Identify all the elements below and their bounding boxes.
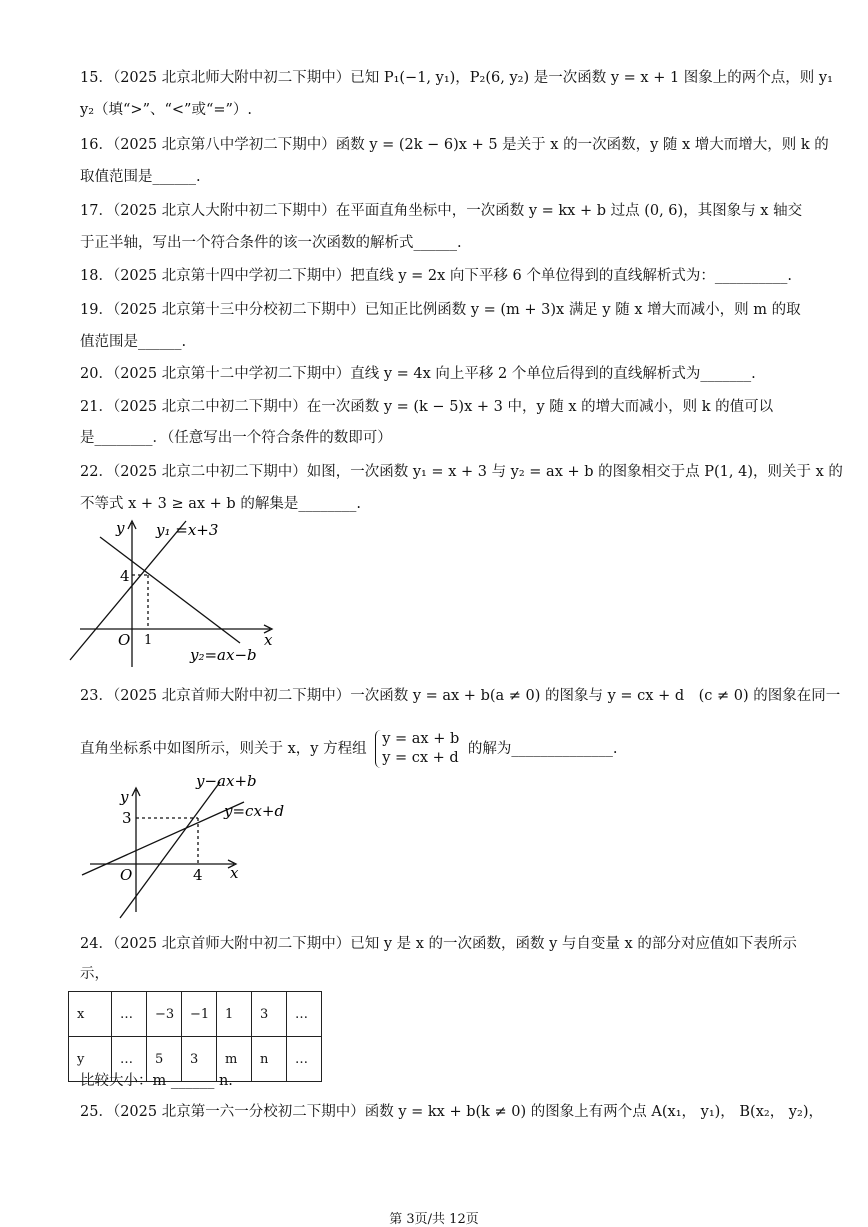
- page-footer: 第 3页/共 12页: [389, 1212, 479, 1227]
- q23-line2: [80, 730, 617, 768]
- table-cell: 5: [147, 1037, 182, 1082]
- q23-line2-post: 的解为______________.: [467, 741, 618, 757]
- fig23-line2-label: y=cx+d: [224, 802, 285, 820]
- table-cell: m: [217, 1037, 252, 1082]
- q19-line1: 19．（2025 北京第十三中分校初二下期中）已知正比例函数 y = (m + 3)x 满足 y 随 x 增大而减小，则 m 的取: [80, 302, 801, 318]
- table-cell: 1: [217, 992, 252, 1037]
- fig23-line1-label: y−ax+b: [196, 772, 257, 790]
- table-cell: −1: [182, 992, 217, 1037]
- fig22-line1-label: y₁ =x+3: [156, 521, 219, 539]
- q19-line2: 值范围是______.: [80, 334, 187, 350]
- q21-line2: 是________．（任意写出一个符合条件的数即可）: [80, 430, 392, 446]
- q18-line1: 18．（2025 北京第十四中学初二下期中）把直线 y = 2x 向下平移 6 个单位得到的直线解析式为：__________.: [80, 268, 792, 284]
- fig23-y-label: y: [120, 788, 129, 806]
- q16-line2: 取值范围是______.: [80, 169, 201, 185]
- fig22-tick-x: 1: [144, 633, 153, 648]
- figure-22: [70, 515, 290, 675]
- fig23-origin: O: [120, 866, 133, 884]
- q24-line1: 24．（2025 北京首师大附中初二下期中）已知 y 是 x 的一次函数，函数 y 与自变量 x 的部分对应值如下表所示: [80, 936, 797, 952]
- fig23-tick-y: 3: [122, 809, 132, 827]
- q24-line2: 示，: [80, 966, 109, 982]
- fig23-x-label: x: [230, 864, 239, 882]
- table-cell: x: [69, 992, 112, 1037]
- q23-system-top: y = ax + b: [382, 731, 460, 747]
- fig23-line-ab: [120, 782, 220, 918]
- fig22-line2-label: y₂=ax−b: [190, 646, 257, 664]
- fig22-line-y2: [100, 537, 240, 643]
- table-cell: …: [287, 1037, 322, 1082]
- q20-line1: 20．（2025 北京第十二中学初二下期中）直线 y = 4x 向上平移 2 个单位后得到的直线解析式为_______.: [80, 366, 756, 382]
- q17-line2: 于正半轴，写出一个符合条件的该一次函数的解析式______.: [80, 235, 462, 251]
- fig22-origin: O: [118, 631, 131, 649]
- q23-system-bottom: y = cx + d: [382, 750, 459, 766]
- table-cell: 3: [182, 1037, 217, 1082]
- fig22-tick-y: 4: [120, 567, 130, 585]
- table-cell: y: [69, 1037, 112, 1082]
- q22-line1: 22．（2025 北京二中初二下期中）如图，一次函数 y₁ = x + 3 与 y₂ = ax + b 的图象相交于点 P(1, 4)，则关于 x 的: [80, 464, 843, 480]
- q15-line2: y₂（填“>”、“<”或“=”）.: [80, 102, 253, 118]
- q22-line2: 不等式 x + 3 ≥ ax + b 的解集是________.: [80, 496, 361, 512]
- q25-line1: 25．（2025 北京第一六一分校初二下期中）函数 y = kx + b(k ≠ 0) 的图象上有两个点 A(x₁， y₁)， B(x₂， y₂)，: [80, 1104, 823, 1120]
- q24-compare: 比较大小：m ______ n.: [80, 1073, 233, 1089]
- table-cell: …: [287, 992, 322, 1037]
- fig22-x-label: x: [264, 631, 273, 649]
- q15-line1: 15．（2025 北京北师大附中初二下期中）已知 P₁(−1, y₁)，P₂(6, y₂) 是一次函数 y = x + 1 图象上的两个点，则 y₁: [80, 70, 833, 86]
- q23-system: [375, 730, 459, 768]
- q23-line1: 23．（2025 北京首师大附中初二下期中）一次函数 y = ax + b(a ≠ 0) 的图象与 y = cx + d (c ≠ 0) 的图象在同一: [80, 688, 841, 704]
- table-row-x: [69, 992, 322, 1037]
- table-cell: …: [112, 1037, 147, 1082]
- table-cell: 3: [252, 992, 287, 1037]
- fig23-tick-x: 4: [193, 866, 203, 884]
- q17-line1: 17．（2025 北京人大附中初二下期中）在平面直角坐标中，一次函数 y = kx + b 过点 (0, 6)，其图象与 x 轴交: [80, 203, 803, 219]
- table-cell: …: [112, 992, 147, 1037]
- fig22-y-label: y: [116, 519, 125, 537]
- q23-line2-pre: 直角坐标系中如图所示，则关于 x，y 方程组: [80, 741, 367, 757]
- table-cell: n: [252, 1037, 287, 1082]
- figure-23: [80, 772, 300, 922]
- value-table: [68, 991, 322, 1082]
- table-cell: −3: [147, 992, 182, 1037]
- q16-line1: 16．（2025 北京第八中学初二下期中）函数 y = (2k − 6)x + 5 是关于 x 的一次函数，y 随 x 增大而增大，则 k 的: [80, 137, 829, 153]
- q21-line1: 21．（2025 北京二中初二下期中）在一次函数 y = (k − 5)x + 3 中，y 随 x 的增大而减小，则 k 的值可以: [80, 399, 774, 415]
